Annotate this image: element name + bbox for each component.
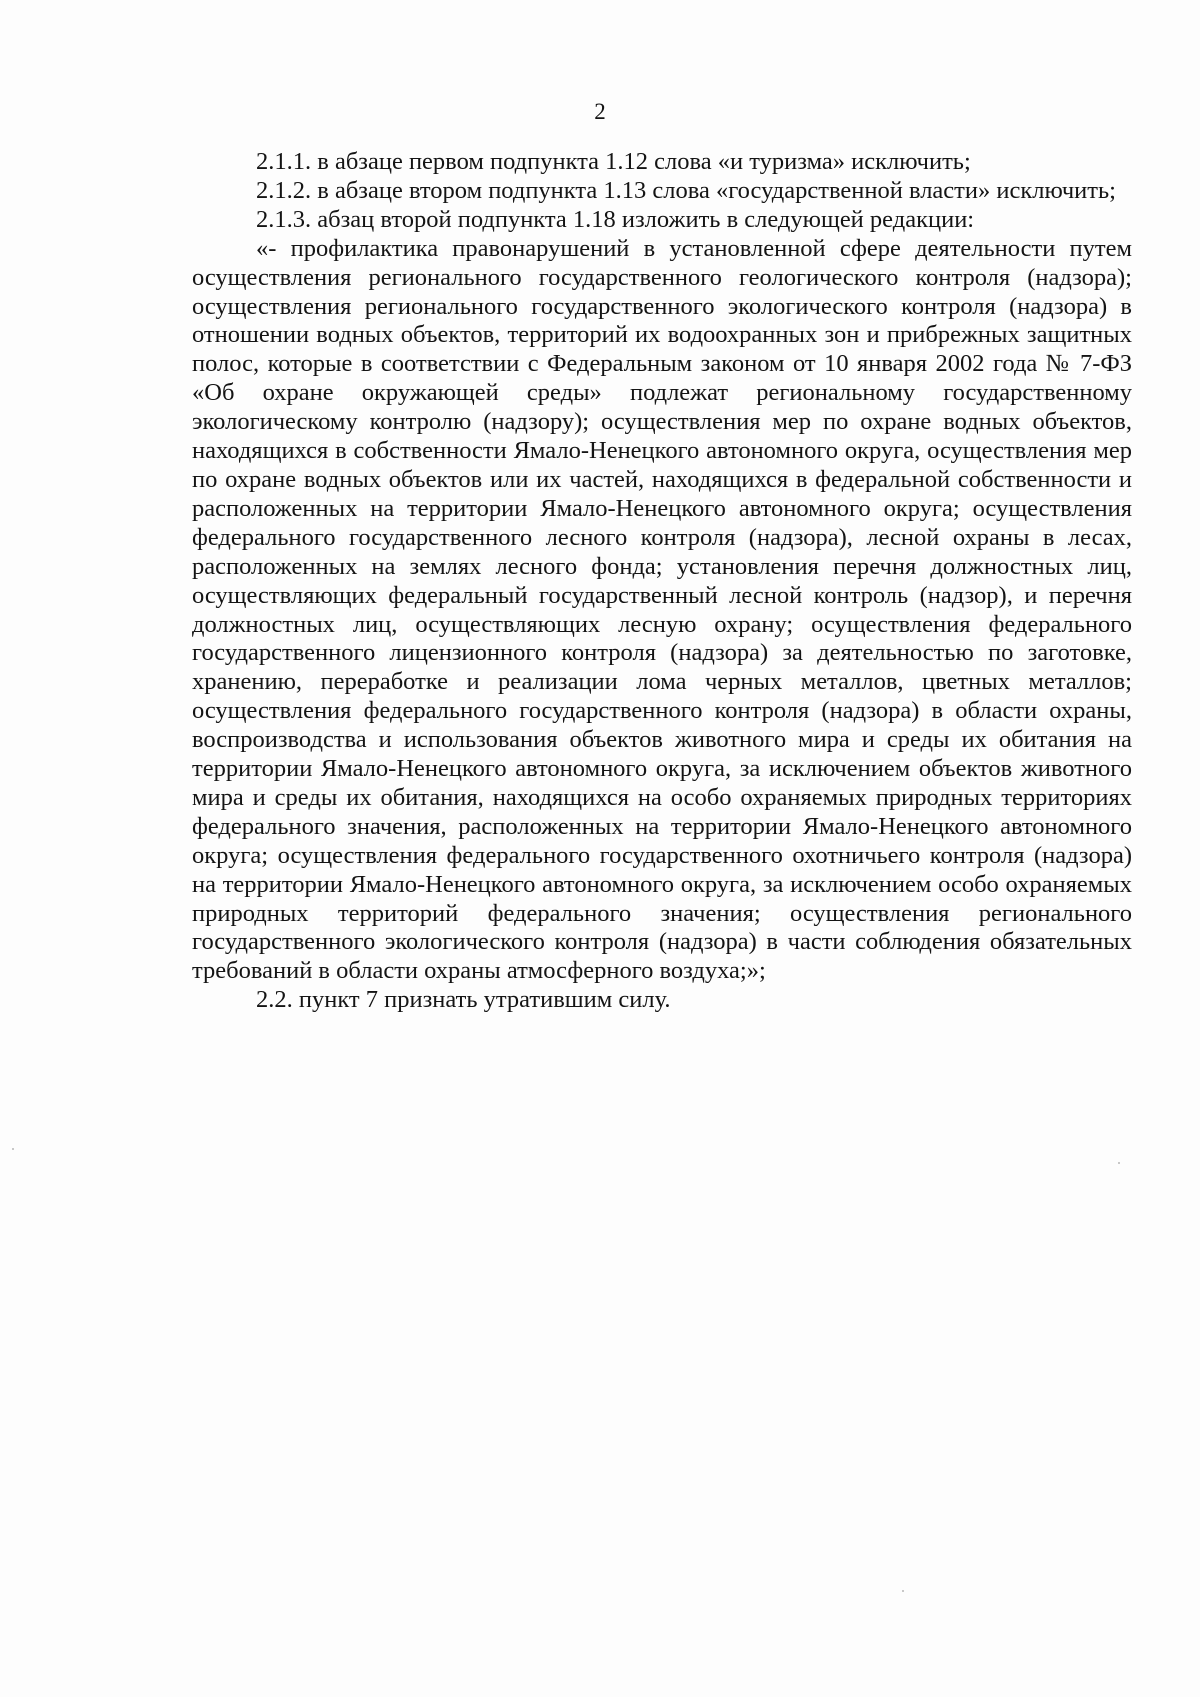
scan-speck bbox=[12, 1148, 14, 1150]
scan-speck bbox=[902, 1590, 904, 1592]
paragraph-2-2: 2.2. пункт 7 признать утратившим силу. bbox=[256, 986, 671, 1014]
paragraph-2-1-3: 2.1.3. абзац второй подпункта 1.18 изложить в следующей редакции: bbox=[256, 205, 975, 233]
page-number: 2 bbox=[594, 99, 606, 124]
document-body bbox=[192, 148, 1132, 1015]
paragraph-2-1-2: 2.1.2. в абзаце втором подпункта 1.13 слова «государственной власти» исключить; bbox=[256, 176, 1116, 204]
scan-speck bbox=[1118, 1162, 1120, 1164]
paragraph-2-1-1: 2.1.1. в абзаце первом подпункта 1.12 слова «и туризма» исключить; bbox=[256, 148, 971, 175]
paragraph-new-wording: «- профилактика правонарушений в установленной сфере деятельности путем осуществления регионального государственного геологического контроля (надзора); осуществления регионального государственного экологического контроля (надзора) в отношении водных объектов, территорий их водоохранных зон и прибрежных защитных полос, которые в соответствии с Федеральным законом от 10 января 2002 года № 7-ФЗ «Об охране окружающей среды» подлежат региональному государственному экологическому контролю (надзору); осуществления мер по охране водных объектов, находящихся в собственности Ямало-Ненецкого автономного округа, осуществления мер по охране водных объектов или их частей, находящихся в федеральной собственности и расположенных на территории Ямало-Ненецкого автономного округа; осуществления федерального государственного лесного контроля (надзора), лесной охраны в лесах, расположенных на землях лесного фонда; установления перечня должностных лиц, осуществляющих федеральный государственный лесной контроль (надзор), и перечня должностных лиц, осуществляющих лесную охрану; осуществления федерального государственного лицензионного контроля (надзора) за деятельностью по заготовке, хранению, переработке и реализации лома черных металлов, цветных металлов; осуществления федерального государственного контроля (надзора) в области охраны, воспроизводства и использования объектов животного мира и среды их обитания на территории Ямало-Ненецкого автономного округа, за исключением объектов животного мира и среды их обитания, находящихся на особо охраняемых природных территориях федерального значения, расположенных на территории Ямало-Ненецкого автономного округа; осуществления федерального государственного охотничьего контроля (надзора) на территории Ямало-Ненецкого автономного округа, за исключением особо охраняемых природных территорий федерального значения; осуществления регионального государственного экологического контроля (надзора) в части соблюдения обязательных требований в области охраны атмосферного воздуха;»; bbox=[192, 234, 1132, 985]
